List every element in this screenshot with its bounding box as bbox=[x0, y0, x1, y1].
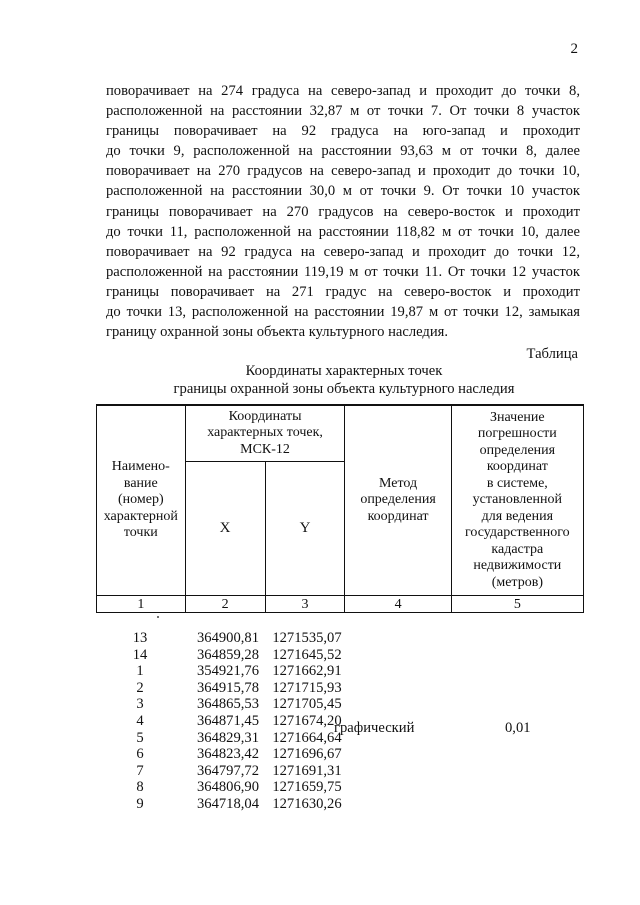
header-line: характерной bbox=[103, 508, 178, 524]
column-number-3: 3 bbox=[265, 596, 345, 613]
paragraph-line: расположенной на расстоянии 32,87 м от точки 7. От точки 8 участок bbox=[106, 103, 580, 120]
page-number: 2 bbox=[570, 41, 578, 57]
table-title-line-2: границы охранной зоны объекта культурного наследия bbox=[173, 381, 515, 397]
coordinate-y: 1271659,75 bbox=[272, 779, 342, 796]
paragraph-line: расположенной на расстоянии 119,19 м от точки 11. От точки 12 участок bbox=[106, 263, 580, 280]
header-line: определения bbox=[479, 442, 556, 458]
point-number: 8 bbox=[136, 779, 144, 796]
table-header bbox=[96, 404, 584, 613]
coordinate-x: 364859,28 bbox=[196, 646, 260, 663]
table-row bbox=[96, 630, 584, 647]
coordinate-y: 1271535,07 bbox=[272, 630, 342, 646]
coordinate-x: 364829,31 bbox=[196, 729, 260, 746]
header-line: координат bbox=[367, 508, 429, 524]
header-line: в системе, bbox=[486, 475, 548, 491]
point-number: 9 bbox=[136, 795, 144, 812]
header-line: МСК-12 bbox=[240, 441, 290, 457]
paragraph-line: до точки 13, расположенной на расстоянии 19,87 м от точки 12, замыкая bbox=[106, 304, 580, 321]
point-number: 6 bbox=[136, 746, 144, 763]
coordinate-x: 364718,04 bbox=[196, 795, 260, 812]
header-line: для ведения bbox=[481, 508, 554, 524]
paragraph-line: поворачивает на 274 градуса на северо-запад и проходит до точки 8, bbox=[106, 83, 580, 99]
point-number: 5 bbox=[136, 729, 144, 746]
table-row bbox=[96, 796, 584, 813]
point-number: 7 bbox=[136, 762, 144, 779]
header-line: определения bbox=[360, 492, 436, 508]
paragraph-line: границу охранной зоны объекта культурного наследия. bbox=[106, 324, 449, 341]
table-row bbox=[96, 763, 584, 780]
header-line: характерных точек, bbox=[207, 425, 323, 441]
paragraph-line: до точки 11, расположенной на расстоянии 118,82 м от точки 10, далее bbox=[106, 223, 580, 240]
header-method bbox=[345, 405, 451, 596]
coordinate-y: 1271715,93 bbox=[272, 679, 342, 696]
column-number-1: 1 bbox=[97, 596, 186, 613]
table-label: Таблица bbox=[526, 346, 578, 362]
point-number: 14 bbox=[132, 646, 148, 663]
header-coordinates bbox=[185, 405, 345, 462]
coordinate-y: 1271674,20 bbox=[272, 712, 342, 729]
table-row bbox=[96, 779, 584, 796]
paragraph-line: поворачивает на 270 градусов на северо-запад и проходит до точки 10, bbox=[106, 163, 580, 180]
header-line: точки bbox=[123, 525, 158, 541]
column-number-2: 2 bbox=[185, 596, 265, 613]
point-number: 1 bbox=[136, 663, 144, 680]
header-line: недвижимости bbox=[473, 558, 562, 574]
header-line: Координаты bbox=[228, 408, 302, 424]
accuracy-value: 0,01 bbox=[505, 720, 531, 736]
method-value: графический bbox=[334, 720, 415, 736]
paragraph-line: поворачивает на 92 градуса на северо-запад и проходит до точки 12, bbox=[106, 243, 580, 260]
coordinate-x: 364797,72 bbox=[196, 762, 260, 779]
coordinate-x: 364823,42 bbox=[196, 746, 260, 763]
scan-dot bbox=[157, 616, 159, 618]
coordinate-y: 1271662,91 bbox=[272, 663, 342, 680]
column-number-5: 5 bbox=[451, 596, 583, 613]
header-line: координат bbox=[486, 459, 548, 475]
header-line: кадастра bbox=[491, 541, 544, 557]
coordinate-x: 364915,78 bbox=[196, 679, 260, 696]
coordinate-y: 1271664,64 bbox=[272, 729, 342, 746]
header-y: Y bbox=[265, 462, 345, 596]
header-line: установленной bbox=[472, 492, 562, 508]
column-number-4: 4 bbox=[345, 596, 451, 613]
point-number: 2 bbox=[136, 679, 144, 696]
point-number: 3 bbox=[136, 696, 144, 713]
header-line: (номер) bbox=[118, 492, 164, 508]
coordinate-y: 1271696,67 bbox=[272, 746, 342, 763]
coordinate-x: 364900,81 bbox=[196, 630, 260, 646]
header-line: (метров) bbox=[491, 574, 543, 590]
table-row bbox=[96, 746, 584, 763]
coordinate-y: 1271705,45 bbox=[272, 696, 342, 713]
paragraph-line: расположенной на расстоянии 30,0 м от точки 9. От точки 10 участок bbox=[106, 183, 580, 200]
header-x: X bbox=[185, 462, 265, 596]
coordinate-y: 1271691,31 bbox=[272, 762, 342, 779]
coordinate-x: 364865,53 bbox=[196, 696, 260, 713]
table-row bbox=[96, 696, 584, 713]
paragraph-line: границы поворачивает на 271 градус на северо-восток и проходит bbox=[106, 283, 580, 300]
table-row bbox=[96, 663, 584, 680]
table-title-line-1: Координаты характерных точек bbox=[245, 363, 443, 379]
coordinate-x: 354921,76 bbox=[196, 663, 260, 680]
coordinate-x: 364871,45 bbox=[196, 712, 260, 729]
paragraph-line: границы поворачивает на 270 градусов на северо-восток и проходит bbox=[106, 203, 580, 220]
header-line: погрешности bbox=[477, 426, 557, 442]
header-point-name bbox=[97, 405, 186, 596]
header-accuracy bbox=[451, 405, 583, 596]
table-title bbox=[96, 362, 592, 398]
coordinate-y: 1271645,52 bbox=[272, 646, 342, 663]
paragraph-line: границы поворачивает на 92 градуса на юго-запад и проходит bbox=[106, 123, 580, 140]
header-line: вание bbox=[123, 475, 158, 491]
body-paragraph bbox=[106, 81, 580, 342]
table-row bbox=[96, 647, 584, 664]
header-line: государственного bbox=[464, 525, 570, 541]
header-line: Значение bbox=[490, 409, 545, 425]
point-number: 4 bbox=[136, 712, 144, 729]
paragraph-line: до точки 9, расположенной на расстоянии 93,63 м от точки 8, далее bbox=[106, 143, 580, 160]
header-line: Метод bbox=[378, 475, 418, 491]
point-number: 13 bbox=[132, 630, 148, 646]
coordinate-x: 364806,90 bbox=[196, 779, 260, 796]
header-line: Наимено- bbox=[111, 459, 170, 475]
coordinate-y: 1271630,26 bbox=[272, 795, 342, 812]
table-row bbox=[96, 680, 584, 697]
